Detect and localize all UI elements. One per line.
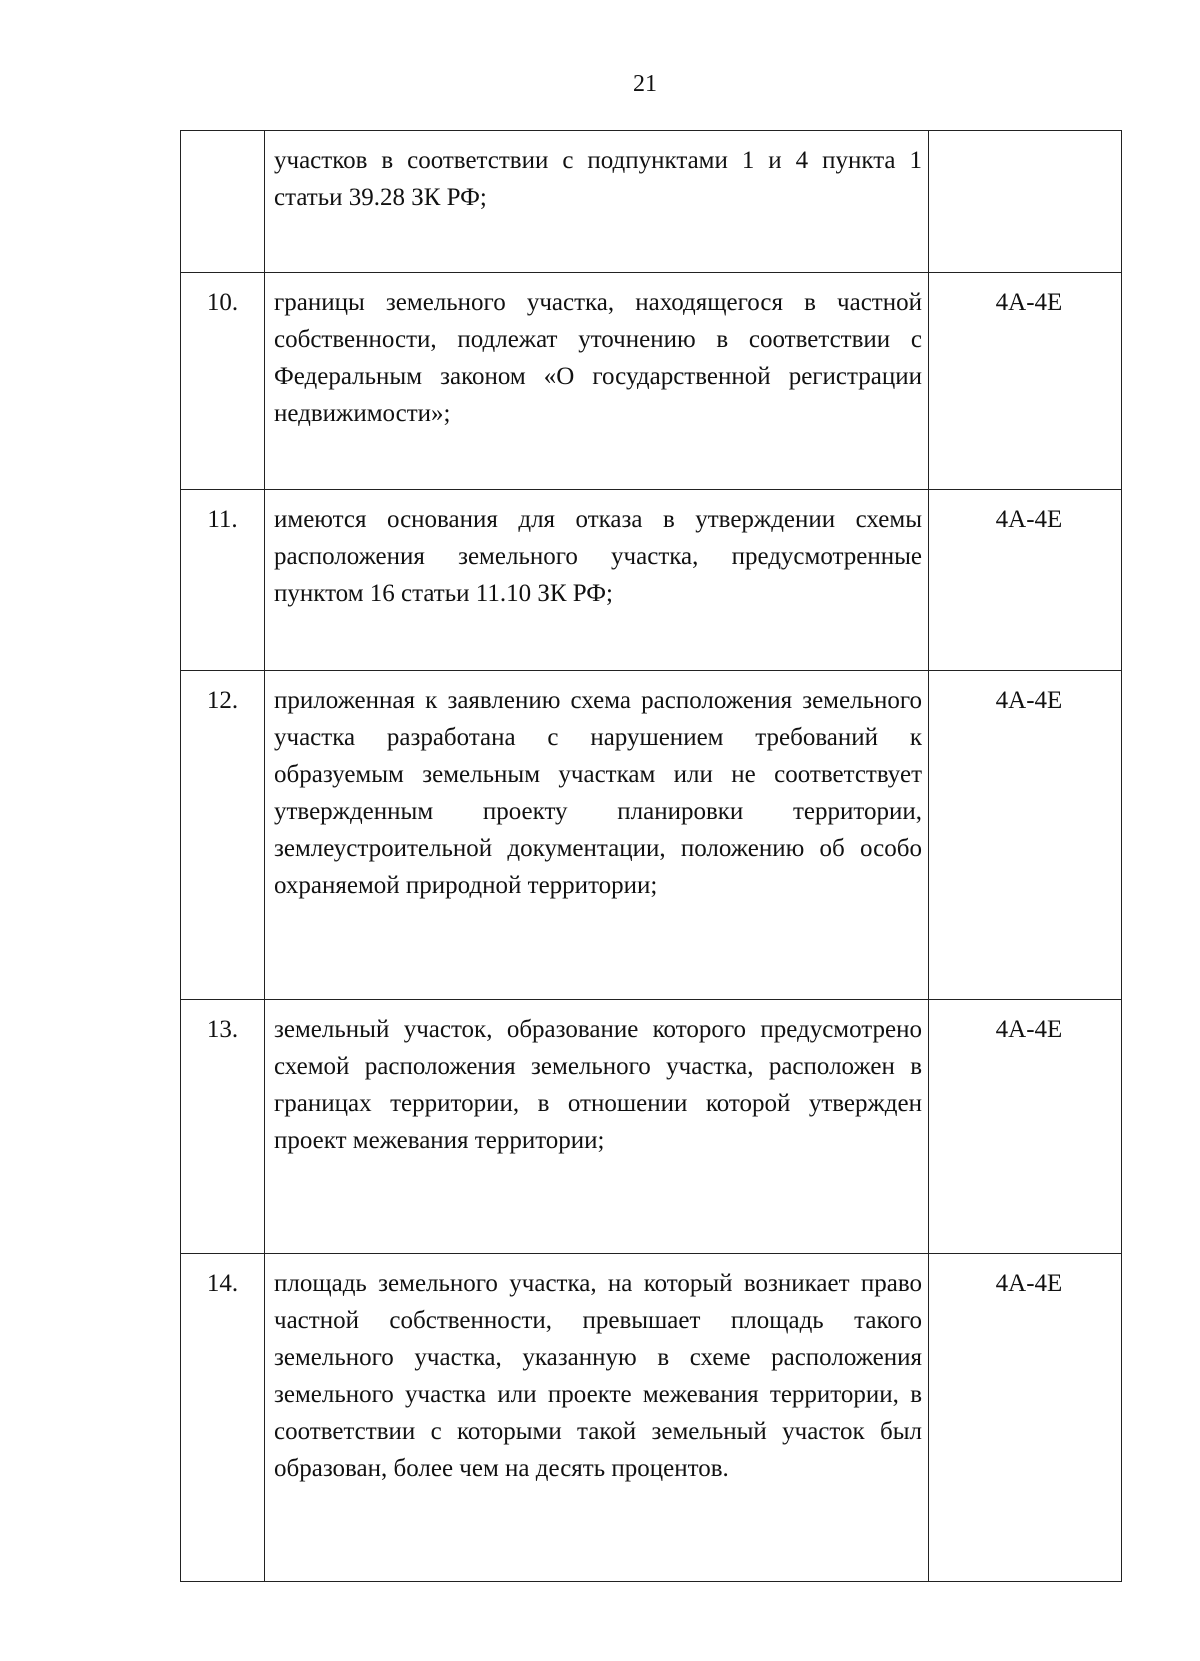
row-text: площадь земельного участка, на который возникает право частной собственности, превышает площадь такого земельного участка, указанную в схеме расположения земельного участка или проекте межевания территории, в соответствии с которыми такой земельный участок был образован, более чем на десять процентов. [265,1254,929,1582]
table-row [181,490,1122,671]
row-code: 4А-4Е [929,1000,1122,1254]
row-text: границы земельного участка, находящегося в частной собственности, подлежат уточнению в соответствии с Федеральным законом «О государственной регистрации недвижимости»; [265,273,929,490]
row-code [929,131,1122,273]
row-text: участков в соответствии с подпунктами 1 и 4 пункта 1 статьи 39.28 ЗК РФ; [265,131,929,273]
table-row [181,1254,1122,1582]
grounds-table [180,130,1122,1582]
row-number [181,131,265,273]
row-code: 4А-4Е [929,273,1122,490]
table-row [181,1000,1122,1254]
row-number: 14. [181,1254,265,1582]
table-row [181,273,1122,490]
row-code: 4А-4Е [929,1254,1122,1582]
row-number: 13. [181,1000,265,1254]
table-row [181,671,1122,1000]
row-number: 11. [181,490,265,671]
row-code: 4А-4Е [929,490,1122,671]
page-number: 21 [633,71,657,97]
row-number: 10. [181,273,265,490]
row-code: 4А-4Е [929,671,1122,1000]
row-text: земельный участок, образование которого предусмотрено схемой расположения земельного участка, расположен в границах территории, в отношении которой утвержден проект межевания территории; [265,1000,929,1254]
row-number: 12. [181,671,265,1000]
row-text: имеются основания для отказа в утверждении схемы расположения земельного участка, предусмотренные пунктом 16 статьи 11.10 ЗК РФ; [265,490,929,671]
table-row [181,131,1122,273]
row-text: приложенная к заявлению схема расположения земельного участка разработана с нарушением требований к образуемым земельным участкам или не соответствует утвержденным проекту планировки территории, землеустроительной документации, положению об особо охраняемой природной территории; [265,671,929,1000]
